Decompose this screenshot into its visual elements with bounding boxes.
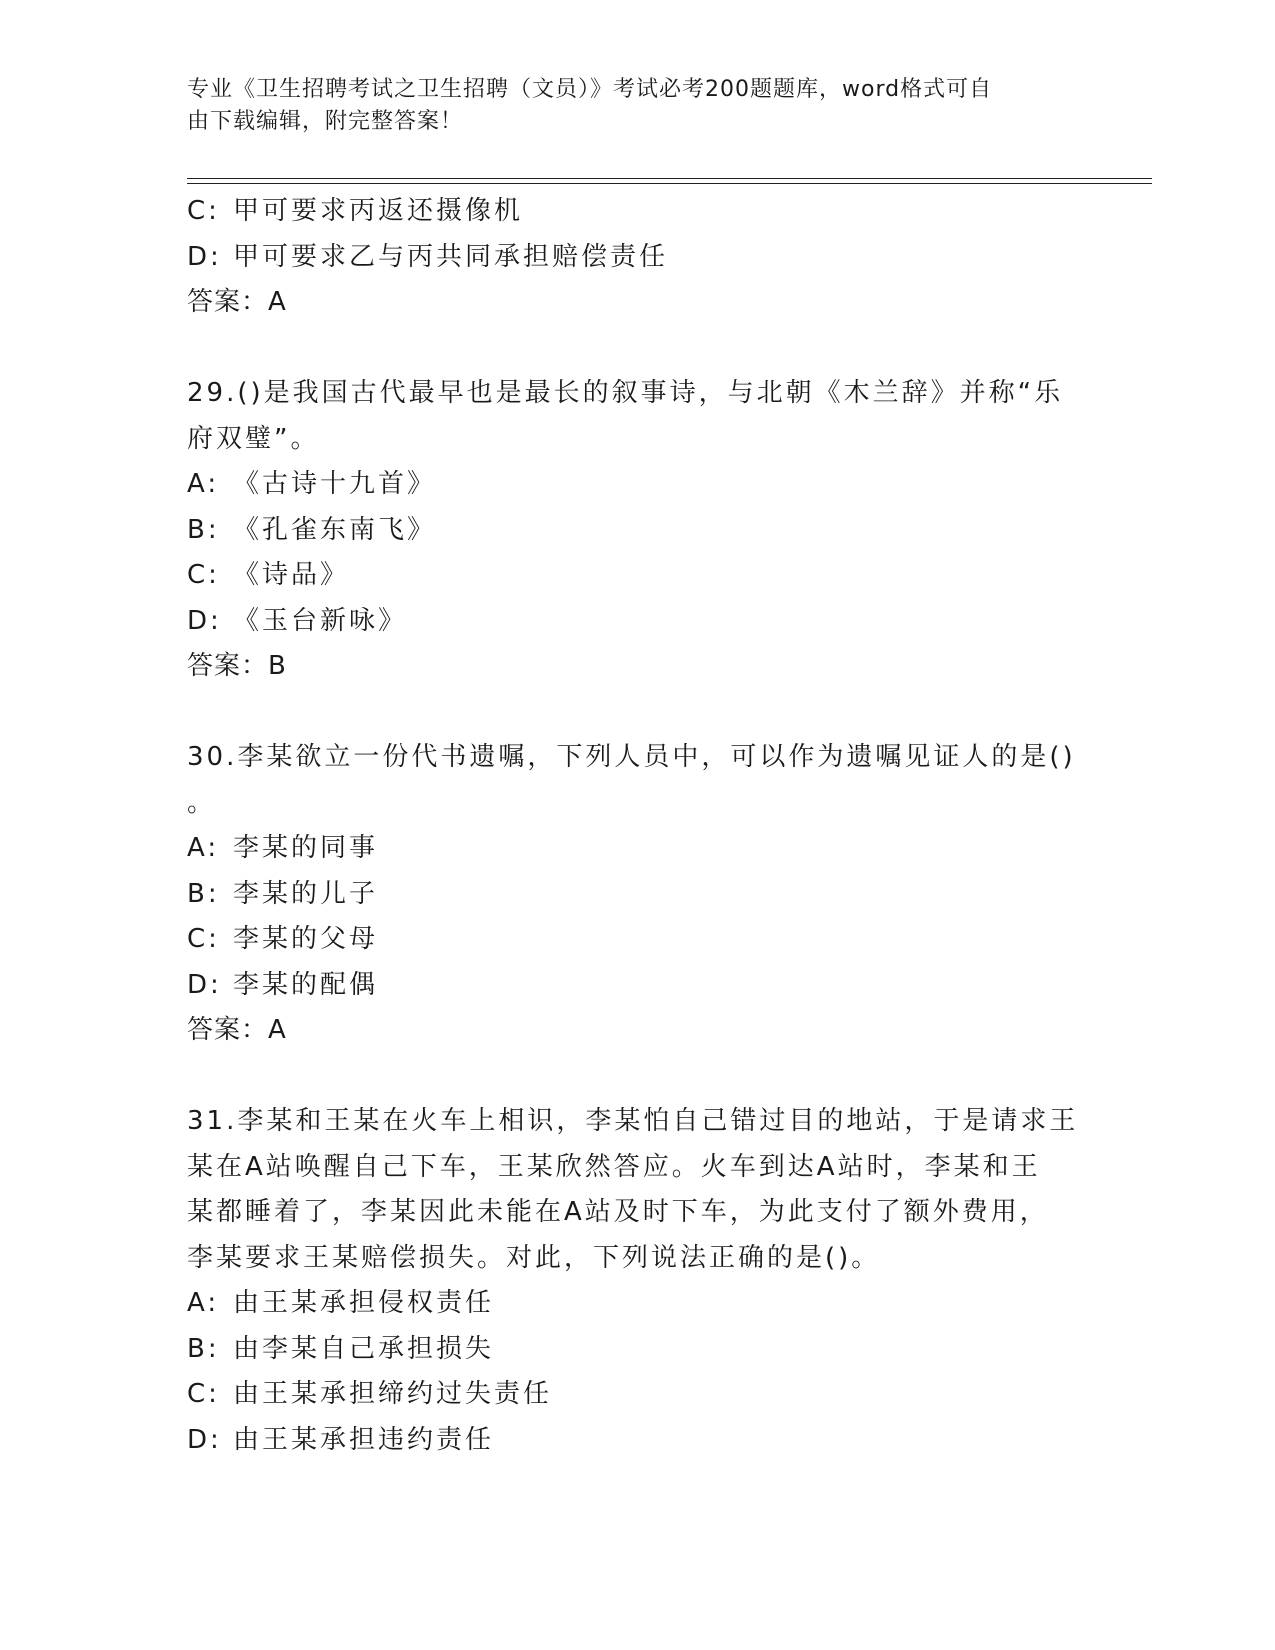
- option-b: [187, 508, 1067, 554]
- option-key: C:: [187, 196, 220, 226]
- option-key: D:: [187, 605, 222, 636]
- option-key: B:: [187, 1333, 220, 1364]
- question-30: [187, 735, 1076, 1054]
- option-text: 李某的父母: [233, 924, 379, 954]
- option-d: [187, 599, 1067, 645]
- option-key: A:: [187, 833, 220, 863]
- option-a: [187, 462, 1067, 508]
- header-line-2: 由下载编辑，附完整答案！: [187, 109, 464, 134]
- page-header: [187, 74, 1067, 138]
- question-stem-line: 李某要求王某赔偿损失。对此，下列说法正确的是()。: [187, 1242, 881, 1273]
- option-text: 《孔雀东南飞》: [233, 514, 437, 545]
- question-stem-line: 。: [187, 787, 217, 818]
- spacer: [187, 1054, 1067, 1100]
- option-key: B:: [187, 514, 220, 545]
- option-c: [187, 189, 1067, 235]
- document-body: [187, 189, 1079, 1463]
- answer-line: 答案：A: [187, 287, 287, 317]
- question-29: [187, 371, 1067, 690]
- spacer: [187, 326, 1067, 372]
- option-text: 李某的同事: [233, 833, 379, 863]
- option-key: C:: [187, 1379, 220, 1409]
- spacer: [187, 690, 1067, 736]
- option-key: D:: [187, 241, 222, 272]
- option-d: [187, 1418, 1067, 1464]
- option-key: D:: [187, 1424, 222, 1455]
- option-key: A:: [187, 469, 220, 499]
- option-key: A:: [187, 1288, 220, 1318]
- option-a: [187, 1281, 1067, 1327]
- option-text: 甲可要求丙返还摄像机: [233, 196, 524, 226]
- question-31: [187, 1099, 1079, 1463]
- header-divider-bottom: [187, 183, 1152, 184]
- question-stem-line: 府双璧”。: [187, 423, 320, 454]
- continued-question: [187, 189, 1067, 326]
- option-c: [187, 1372, 1067, 1418]
- option-text: 《玉台新咏》: [233, 605, 408, 636]
- question-stem-line: 29.()是我国古代最早也是最长的叙事诗，与北朝《木兰辞》并称“乐: [187, 378, 1064, 408]
- question-stem-line: 30.李某欲立一份代书遗嘱，下列人员中，可以作为遗嘱见证人的是(): [187, 742, 1076, 772]
- option-text: 由王某承担侵权责任: [233, 1288, 495, 1318]
- option-c: [187, 917, 1067, 963]
- option-text: 由李某自己承担损失: [233, 1333, 495, 1364]
- option-b: [187, 872, 1067, 918]
- header-line-1: 专业《卫生招聘考试之卫生招聘（文员）》考试必考200题题库，word格式可自: [187, 77, 993, 102]
- option-text: 由王某承担缔约过失责任: [233, 1379, 553, 1409]
- option-key: B:: [187, 878, 220, 909]
- option-d: [187, 963, 1067, 1009]
- question-stem-line: 31.李某和王某在火车上相识，李某怕自己错过目的地站，于是请求王: [187, 1106, 1079, 1136]
- answer-line: 答案：B: [187, 651, 287, 681]
- header-divider-top: [187, 178, 1152, 179]
- option-c: [187, 553, 1067, 599]
- question-stem-line: 某在A站唤醒自己下车，王某欣然答应。火车到达A站时，李某和王: [187, 1151, 1041, 1182]
- option-text: 《古诗十九首》: [233, 469, 437, 499]
- option-b: [187, 1327, 1067, 1373]
- option-key: D:: [187, 969, 222, 1000]
- answer-line: 答案：A: [187, 1015, 287, 1045]
- option-text: 由王某承担违约责任: [233, 1424, 495, 1455]
- option-text: 《诗品》: [233, 560, 350, 590]
- option-d: [187, 235, 1067, 281]
- option-text: 李某的儿子: [233, 878, 379, 909]
- option-text: 李某的配偶: [233, 969, 379, 1000]
- option-text: 甲可要求乙与丙共同承担赔偿责任: [233, 241, 669, 272]
- option-key: C:: [187, 924, 220, 954]
- question-stem-line: 某都睡着了，李某因此未能在A站及时下车，为此支付了额外费用，: [187, 1197, 1049, 1227]
- option-a: [187, 826, 1067, 872]
- option-key: C:: [187, 560, 220, 590]
